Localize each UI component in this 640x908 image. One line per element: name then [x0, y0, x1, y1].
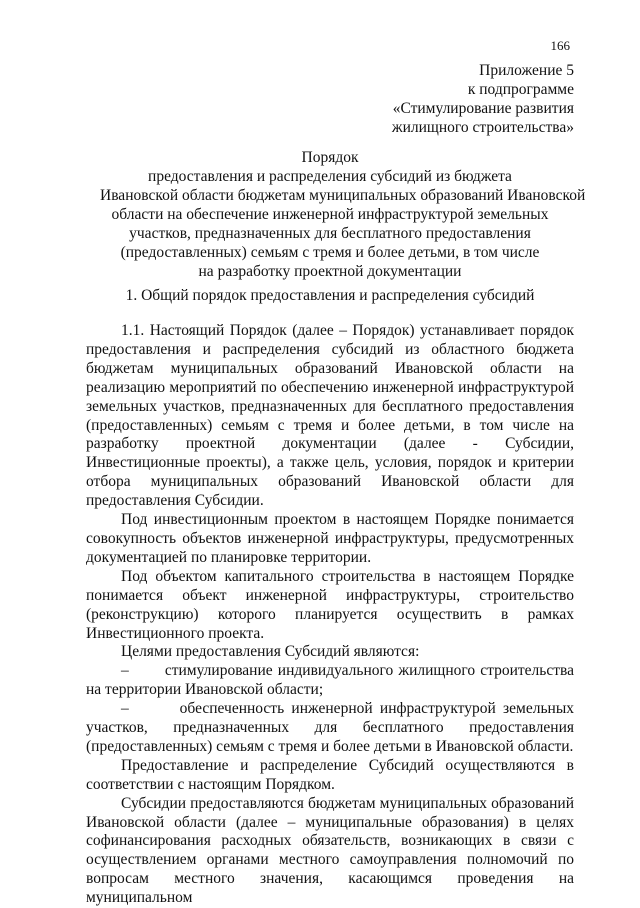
paragraph: Под объектом капитального строительства в настоящем Порядке понимается объект инженерной инфраструктуры, строительство (реконструкцию) которого планируется осуществить в рамках Инвестиционного проекта. [86, 567, 574, 642]
paragraph: Под инвестиционным проектом в настоящем Порядке понимается совокупность объектов инженерной инфраструктуры, предусмотренных документацией по планировке территории. [86, 511, 574, 566]
paragraph: Предоставление и распределение Субсидий осуществляются в соответствии с настоящим Порядком. [86, 756, 574, 793]
title-line: (предоставленных) семьям с тремя и более детьми, в том числе [120, 244, 540, 261]
document-title [100, 148, 586, 281]
body-text [86, 322, 574, 908]
appendix-line: жилищного строительства» [391, 119, 574, 136]
paragraph: Целями предоставления Субсидий являются: [121, 643, 420, 661]
page-number: 166 [550, 38, 570, 53]
title-line: Порядок [301, 149, 359, 166]
list-item: – стимулирование индивидуального жилищного строительства на территории Ивановской области; [86, 662, 574, 699]
paragraph: Субсидии предоставляются бюджетам муниципальных образований Ивановской области (далее – муниципальные образования) в целях софинансирования расходных обязательств, возникающих в связи с осуществлением органами местного самоуправления полномочий по вопросам местного значения, касающимся проведения на муниципальном [86, 794, 574, 907]
title-line: области на обеспечение инженерной инфраструктурой земельных [111, 206, 549, 223]
appendix-line: «Стимулирование развития [392, 100, 574, 117]
title-line: предоставления и распределения субсидий из бюджета [148, 168, 512, 185]
title-line: Ивановской области бюджетам муниципальных образований Ивановской [100, 187, 586, 204]
appendix-line: к подпрограмме [467, 81, 574, 98]
paragraph: 1.1. Настоящий Порядок (далее – Порядок) устанавливает порядок предоставления и распределения субсидий из областного бюджета бюджетам муниципальных образований Ивановской области на реализацию мероприятий по обеспечению инженерной инфраструктурой земельных участков, предназначенных для бесплатного предоставления (предоставленных) семьям с тремя и более детьми, в том числе на разработку проектной документации (далее - Субсидии, Инвестиционные проекты), а также цель, условия, порядок и критерии отбора муниципальных образований Ивановской области для предоставления Субсидии. [86, 322, 574, 510]
title-line: участков, предназначенных для бесплатного предоставления [129, 225, 531, 242]
title-line: на разработку проектной документации [198, 263, 462, 280]
appendix-line: Приложение 5 [479, 62, 574, 79]
list-item: – обеспеченность инженерной инфраструктурой земельных участков, предназначенных для бесплатного предоставления (предоставленных) семьям с тремя и более детьми в Ивановской области. [86, 700, 574, 755]
appendix-note [392, 61, 574, 137]
section-heading: 1. Общий порядок предоставления и распределения субсидий [125, 287, 535, 304]
